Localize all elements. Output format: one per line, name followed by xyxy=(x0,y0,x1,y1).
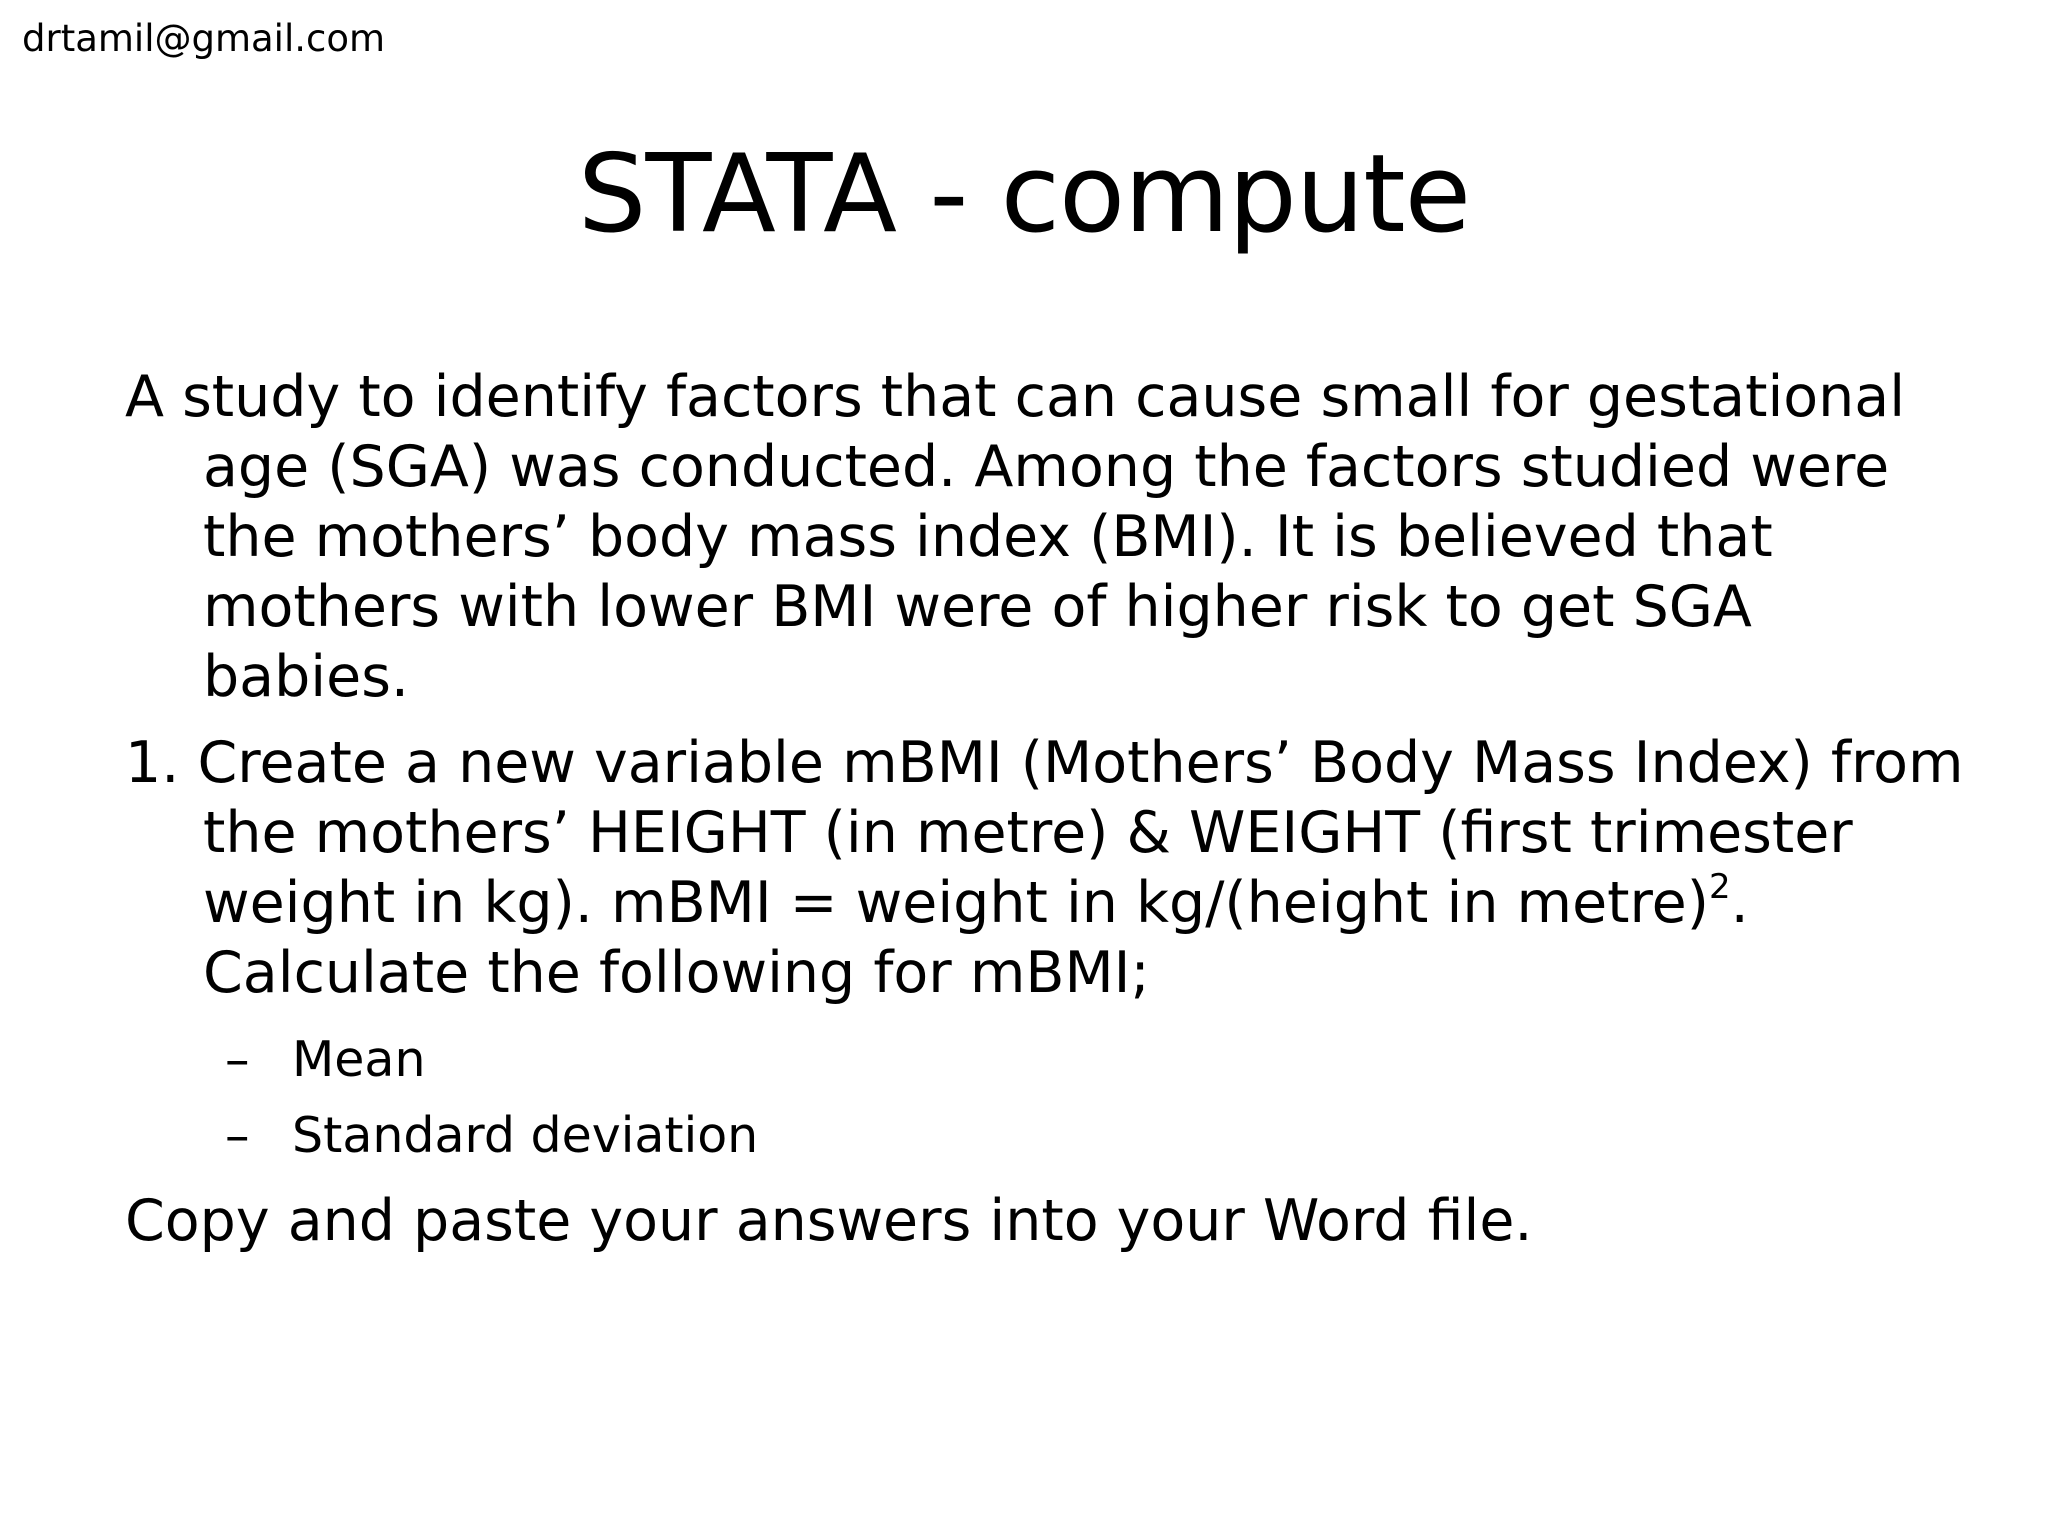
closing-paragraph: Copy and paste your answers into your Word file. xyxy=(125,1188,1533,1254)
slide-body xyxy=(125,362,1965,1256)
task-1-text: 1. Create a new variable mBMI (Mothers’ Body Mass Index) from the mothers’ HEIGHT (in metre) & WEIGHT (first trimester weight in kg). mBMI = weight in kg/(height in metre) xyxy=(125,730,1964,936)
list-item-label: Mean xyxy=(292,1031,426,1088)
dash-bullet: – xyxy=(225,1107,250,1164)
task-1-suffix: . Calculate the following for mBMI; xyxy=(203,870,1749,1006)
slide-title: STATA - compute xyxy=(577,132,1471,257)
list-item-standard-deviation xyxy=(125,1098,1965,1174)
author-email: drtamil@gmail.com xyxy=(22,17,386,60)
list-item-label: Standard deviation xyxy=(292,1107,759,1164)
intro-paragraph: A study to identify factors that can cause small for gestational age (SGA) was conducted. Among the factors studied were the mothers’ body mass index (BMI). It is believed that mothers with lower BMI were of higher risk to get SGA babies. xyxy=(125,364,1906,710)
squared-superscript: 2 xyxy=(1709,867,1731,907)
task-1-paragraph xyxy=(125,728,1965,1008)
statistics-list xyxy=(125,1022,1965,1174)
list-item-mean xyxy=(125,1022,1965,1098)
dash-bullet: – xyxy=(225,1031,250,1088)
